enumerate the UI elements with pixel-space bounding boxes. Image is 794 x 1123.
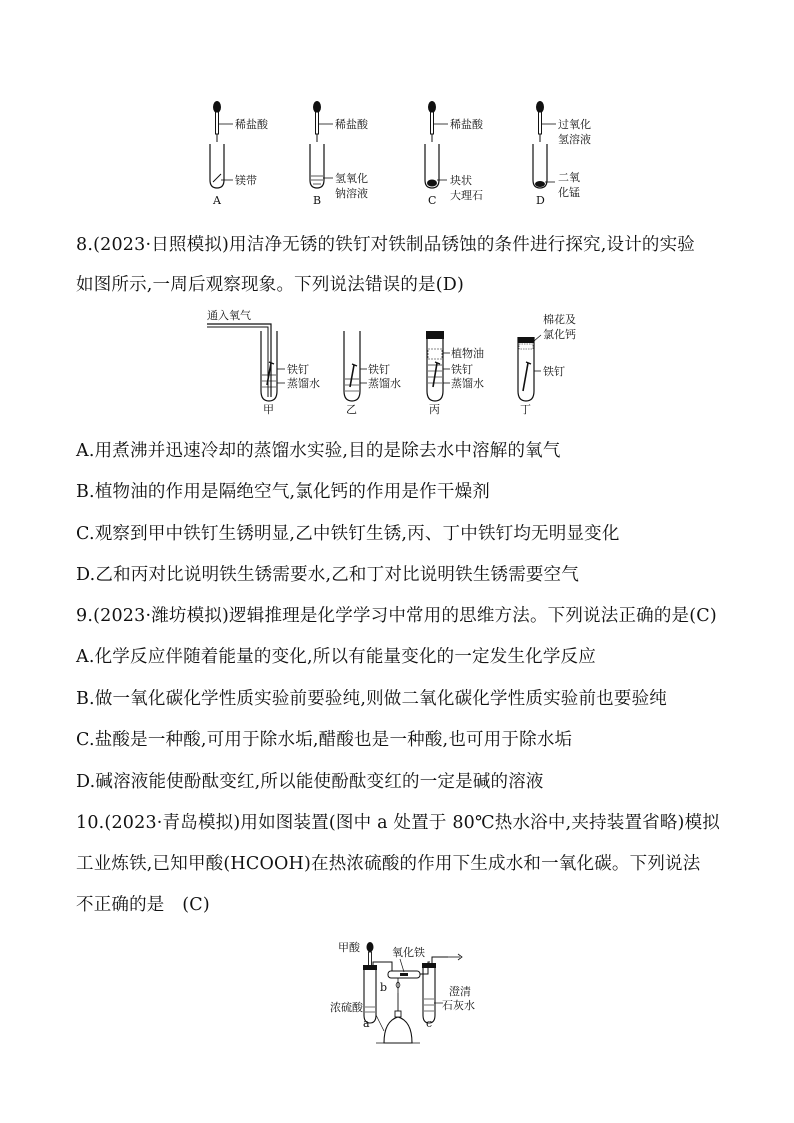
jia-nail-label: 铁钉	[287, 363, 309, 376]
figure-rust-experiment	[205, 305, 605, 415]
tube-d-letter: D	[536, 194, 545, 207]
tube-ding	[518, 312, 576, 415]
tube-d-solid-line2: 化锰	[558, 186, 580, 199]
bing-water-label: 蒸馏水	[451, 377, 484, 390]
point-b-label: b	[380, 981, 388, 994]
tube-d-solid-line1: 二氧	[558, 171, 580, 184]
tube-a	[210, 101, 269, 207]
q10-stem-line1: 10.(2023·青岛模拟)用如图装置(图中 a 处置于 80℃热水浴中,夹持装置省略)模拟	[76, 813, 720, 833]
tube-c-letter: C	[428, 194, 437, 207]
label-jia: 甲	[263, 403, 274, 415]
tube-d-reagent-line1: 过氧化	[558, 118, 591, 131]
q10-stem-line2: 工业炼铁,已知甲酸(HCOOH)在热浓硫酸的作用下生成水和一氧化碳。下列说法	[76, 854, 701, 874]
tube-b-solid-line1: 氢氧化	[335, 172, 368, 185]
q8-option-a: A.用煮沸并迅速冷却的蒸馏水实验,目的是除去水中溶解的氧气	[76, 441, 561, 461]
q8-option-c: C.观察到甲中铁钉生锈明显,乙中铁钉生锈,丙、丁中铁钉均无明显变化	[76, 524, 620, 544]
tube-b	[310, 101, 369, 207]
tube-c-reagent: 稀盐酸	[450, 118, 483, 131]
figure-ironmaking-apparatus	[330, 935, 490, 1050]
point-c-label: c	[426, 1017, 433, 1030]
q8-stem-line2: 如图所示,一周后观察现象。下列说法错误的是(D)	[76, 275, 465, 295]
bing-oil-label: 植物油	[451, 347, 484, 360]
tube-c-solid-line2: 大理石	[450, 189, 483, 202]
q8-option-d: D.乙和丙对比说明铁生锈需要水,乙和丁对比说明铁生锈需要空气	[76, 565, 580, 585]
jia-water-label: 蒸馏水	[287, 377, 320, 390]
sulfuric-acid-label: 浓硫酸	[330, 1001, 363, 1014]
tube-d	[533, 101, 591, 207]
oxygen-inlet-label: 通入氧气	[207, 309, 251, 322]
yi-water-label: 蒸馏水	[368, 377, 401, 390]
tube-a-letter: A	[213, 194, 221, 207]
tube-b-solid-line2: 钠溶液	[335, 187, 368, 200]
yi-nail-label: 铁钉	[368, 363, 390, 376]
limewater-label-line2: 石灰水	[442, 999, 475, 1012]
tube-d-reagent-line2: 氢溶液	[558, 133, 591, 146]
tube-yi	[344, 331, 401, 415]
q9-option-a: A.化学反应伴随着能量的变化,所以有能量变化的一定发生化学反应	[76, 647, 596, 667]
q9-option-b: B.做一氧化碳化学性质实验前要验纯,则做二氧化碳化学性质实验前也要验纯	[76, 689, 667, 709]
q9-stem: 9.(2023·潍坊模拟)逻辑推理是化学学习中常用的思维方法。下列说法正确的是(C)	[76, 606, 717, 626]
label-bing: 丙	[429, 403, 440, 415]
q10-stem-line3: 不正确的是 (C)	[76, 895, 210, 915]
formic-acid-label: 甲酸	[338, 941, 360, 954]
tube-c	[425, 101, 484, 207]
q8-option-b: B.植物油的作用是隔绝空气,氯化钙的作用是作干燥剂	[76, 482, 490, 502]
tube-a-solid: 镁带	[235, 174, 257, 187]
q9-option-c: C.盐酸是一种酸,可用于除水垢,醋酸也是一种酸,也可用于除水垢	[76, 730, 573, 750]
tube-c-solid-line1: 块状	[450, 174, 472, 187]
tube-b-reagent: 稀盐酸	[335, 118, 368, 131]
label-yi: 乙	[346, 403, 357, 415]
ding-cotton-label-line2: 氯化钙	[543, 328, 576, 341]
ding-nail-label: 铁钉	[543, 365, 565, 378]
point-a-label: a	[363, 1017, 370, 1030]
bing-nail-label: 铁钉	[451, 363, 473, 376]
tube-jia	[207, 308, 320, 415]
label-ding: 丁	[520, 403, 531, 415]
q8-stem-line1: 8.(2023·日照模拟)用洁净无锈的铁钉对铁制品锈蚀的条件进行探究,设计的实验	[76, 235, 696, 255]
ding-cotton-label-line1: 棉花及	[543, 313, 576, 326]
q9-option-d: D.碱溶液能使酚酞变红,所以能使酚酞变红的一定是碱的溶液	[76, 772, 544, 792]
iron-oxide-label: 氧化铁	[392, 946, 425, 959]
tube-b-letter: B	[313, 194, 322, 207]
tube-bing	[426, 331, 484, 415]
tube-a-reagent: 稀盐酸	[235, 118, 268, 131]
limewater-label-line1: 澄清	[449, 985, 471, 998]
figure-test-tubes-abcd	[195, 100, 625, 210]
